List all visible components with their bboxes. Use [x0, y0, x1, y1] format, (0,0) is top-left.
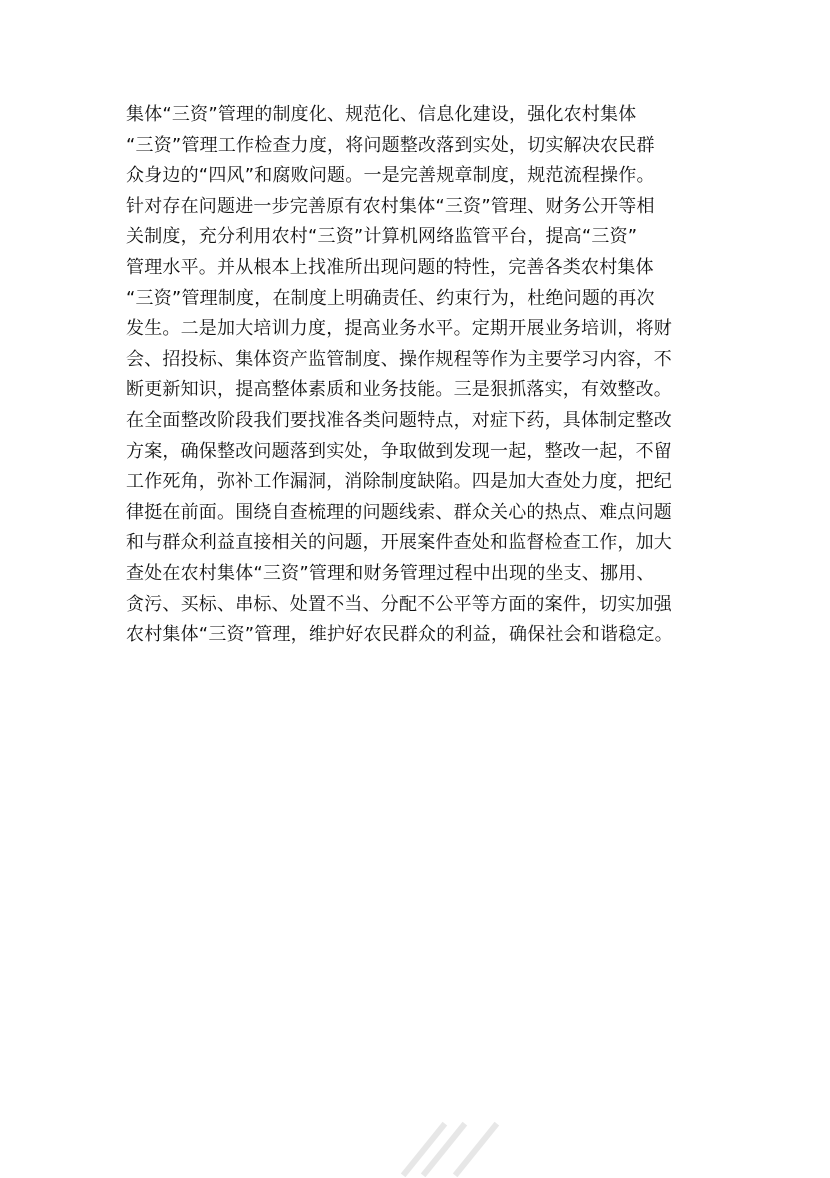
- paragraph-line-5: 关制度，充分利用农村“三资”计算机网络监管平台，提高“三资”: [126, 226, 638, 248]
- paragraph-line-7: “三资”管理制度，在制度上明确责任、约束行为，杜绝问题的再次: [126, 287, 655, 309]
- paragraph-line-1: 集体“三资”管理的制度化、规范化、信息化建设，强化农村集体: [126, 104, 637, 125]
- paragraph-line-15: 和与群众利益直接相关的问题，开展案件查处和监督检查工作，加大: [126, 532, 672, 554]
- paragraph-line-4: 针对存在问题进一步完善原有农村集体“三资”管理、财务公开等相: [126, 195, 655, 217]
- paragraph-line-17: 贪污、买标、串标、处置不当、分配不公平等方面的案件，切实加强: [126, 593, 672, 615]
- paragraph-line-10: 断更新知识，提高整体素质和业务技能。三是狠抓落实，有效整改。: [126, 379, 672, 401]
- body-paragraph: [126, 100, 726, 651]
- paragraph-line-18: 农村集体“三资”管理，维护好农民群众的利益，确保社会和谐稳定。: [126, 624, 673, 646]
- paragraph-line-9: 会、招投标、集体资产监管制度、操作规程等作为主要学习内容，不: [126, 348, 672, 370]
- paragraph-line-12: 方案，确保整改问题落到实处，争取做到发现一起，整改一起，不留: [126, 440, 672, 462]
- paragraph-line-2: “三资”管理工作检查力度，将问题整改落到实处，切实解决农民群: [126, 134, 655, 156]
- paragraph-line-16: 查处在农村集体“三资”管理和财务管理过程中出现的坐支、挪用、: [126, 562, 655, 584]
- paragraph-line-6: 管理水平。并从根本上找准所出现问题的特性，完善各类农村集体: [126, 256, 654, 278]
- watermark-icon: [395, 1118, 505, 1178]
- paragraph-line-3: 众身边的“四风”和腐败问题。一是完善规章制度，规范流程操作。: [126, 165, 655, 187]
- paragraph-line-14: 律挺在前面。围绕自查梳理的问题线索、群众关心的热点、难点问题: [126, 501, 672, 523]
- paragraph-line-11: 在全面整改阶段我们要找准各类问题特点，对症下药，具体制定整改: [126, 409, 672, 431]
- paragraph-line-8: 发生。二是加大培训力度，提高业务水平。定期开展业务培训，将财: [126, 318, 672, 340]
- paragraph-line-13: 工作死角，弥补工作漏洞，消除制度缺陷。四是加大查处力度，把纪: [126, 471, 672, 493]
